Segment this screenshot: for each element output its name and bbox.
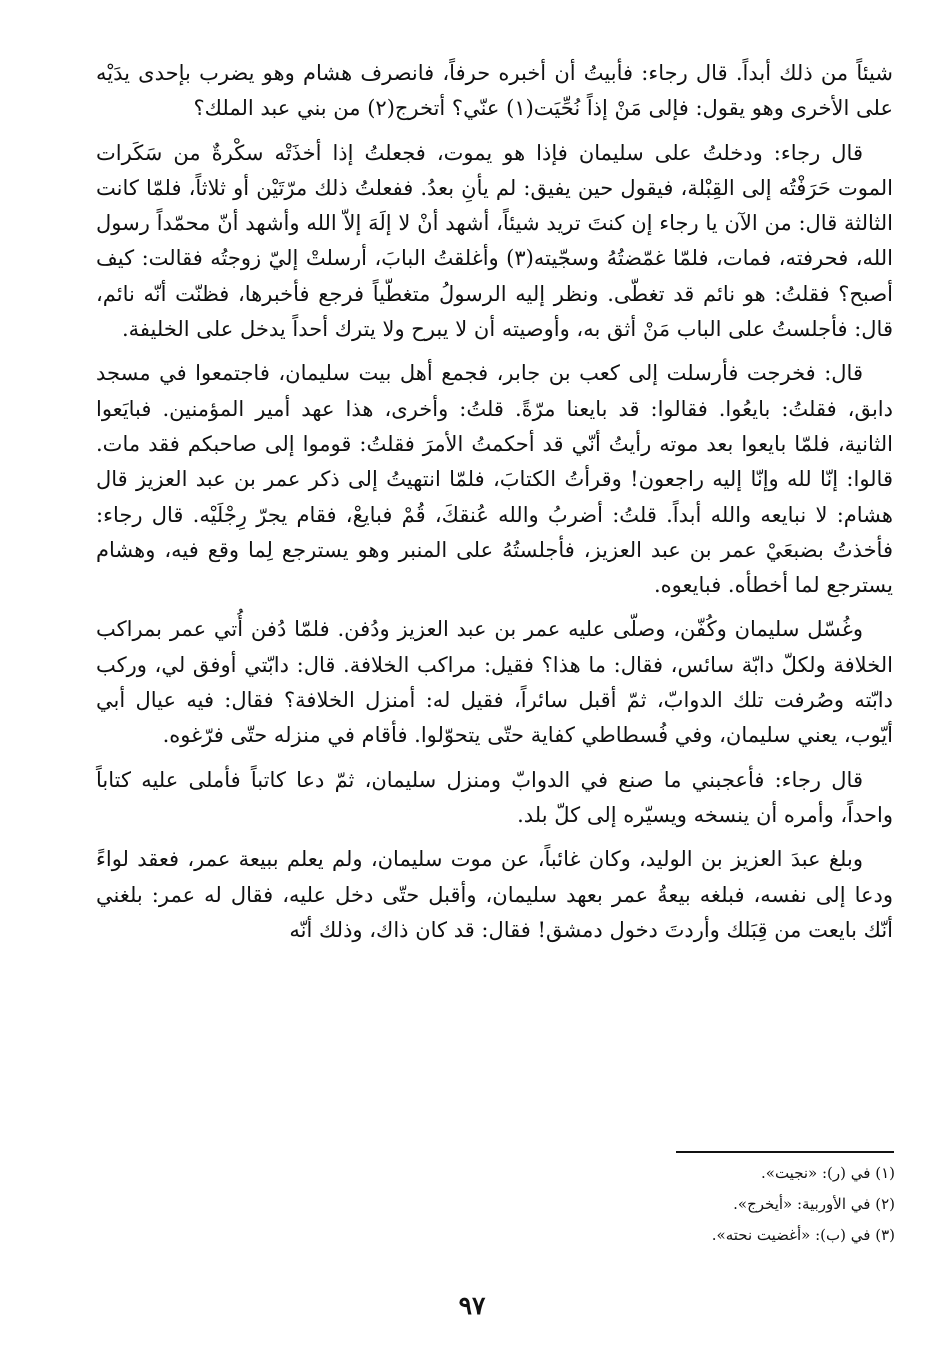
footnotes (500, 1158, 895, 1251)
footnote: (٢) في الأوربية: «أيخرج». (733, 1195, 895, 1213)
footnote: (٣) في (ب): «أغضيت نحته». (711, 1226, 895, 1244)
page-number: ٩٧ (458, 1291, 486, 1320)
paragraph: وبلغ عبدَ العزيز بن الوليد، وكان غائباً، عن موت سليمان، ولم يعلم ببيعة عمر، فعقد لواءً ودعا إلى نفسه، فبلغه بيعةُ عمر بعهد سليمان، وأقبل حتّى دخل عليه، فقال له عمر: بلغني أنّك بايعت من قِبَلك وأردتَ دخول دمشق! فقال: قد كان ذاك، وذلك أنّه (96, 847, 893, 942)
footnote: (١) في (ر): «نجيت». (761, 1164, 895, 1182)
paragraph: قال: فخرجت فأرسلت إلى كعب بن جابر، فجمع أهل بيت سليمان، فاجتمعوا في مسجد دابق، فقلتُ: بايعُوا. فقالوا: قد بايعنا مرّةً. قلتُ: وأخرى، هذا عهد أمير المؤمنين. فبايَعوا الثانية، فلمّا بايعوا بعد موته رأيتُ أنّي قد أحكمتُ الأمرَ فقلتُ: قوموا إلى صاحبكم فقد مات. قالوا: إنّا لله وإنّا إليه راجعون! وقرأتُ الكتابَ، فلمّا انتهيتُ إلى ذكر عمر بن عبد العزيز قال هشام: لا نبايعه والله أبداً. قلتُ: أضربُ والله عُنقكَ، قُمْ فبايعْ، فقام يجرّ رِجْلَيْه. قال رجاء: فأخذتُ بضبعَيْ عمر بن عبد العزيز، فأجلستُهُ على المنبر وهو يسترجع لِما وقع فيه، وهشام يسترجع لما أخطأه. فبايعوه. (96, 361, 893, 598)
paragraph: قال رجاء: ودخلتُ على سليمان فإذا هو يموت، فجعلتُ إذا أخذَتْه سكْرةٌ من سَكَرات الموت حَرَفْتُه إلى القِبْلة، فيقول حين يفيق: لم يأنِ بعدُ. ففعلتُ ذلك مرّتَيْن أو ثلاثاً، فلمّا كانت الثالثة قال: من الآن يا رجاء إن كنتَ تريد شيئاً، أشهد أنْ لا إلَهَ إلاّ الله وأشهد أنّ محمّداً رسول الله، فحرفته، فمات، فلمّا غمّضتُهُ وسجّيته(٣) وأغلقتُ البابَ، أرسلتْ إليّ زوجتُه فقالت: كيف أصبح؟ فقلتُ: هو نائم قد تغطّى. ونظر إليه الرسولُ متغطّياً فرجع فأخبرها، فظنّت أنّه نائم، قال: فأجلستُ على الباب مَنْ أثق به، وأوصيته أن لا يبرح ولا يترك أحداً يدخل على الخليفة. (96, 140, 893, 342)
footnote-divider (676, 1151, 894, 1153)
main-text (96, 56, 893, 957)
paragraph: قال رجاء: فأعجبني ما صنع في الدوابّ ومنزل سليمان، ثمّ دعا كاتباً فأملى عليه كتاباً واحداً، وأمره أن ينسخه ويسيّره إلى كلّ بلد. (96, 767, 893, 827)
paragraph: وغُسّل سليمان وكُفّن، وصلّى عليه عمر بن عبد العزيز ودُفن. فلمّا دُفن أُتي عمر بمراكب الخلافة ولكلّ دابّة سائس، فقال: ما هذا؟ فقيل: مراكب الخلافة. قال: دابّتي أوفق لي، وركب دابّته وصُرفت تلك الدوابّ، ثمّ أقبل سائراً، فقيل له: أمنزل الخلافة؟ فقال: فيه عيال أبي أيّوب، يعني سليمان، وفي فُسطاطي كفاية حتّى يتحوّلوا. فأقام في منزله حتّى فرّغوه. (96, 617, 893, 748)
paragraph: شيئاً من ذلك أبداً. قال رجاء: فأبيتُ أن أخبره حرفاً، فانصرف هشام وهو يضرب بإحدى يدَيْه على الأخرى وهو يقول: فإلى مَنْ إذاً نُحِّيَت(١) عنّي؟ أتخرج(٢) من بني عبد الملك؟ (96, 61, 893, 121)
